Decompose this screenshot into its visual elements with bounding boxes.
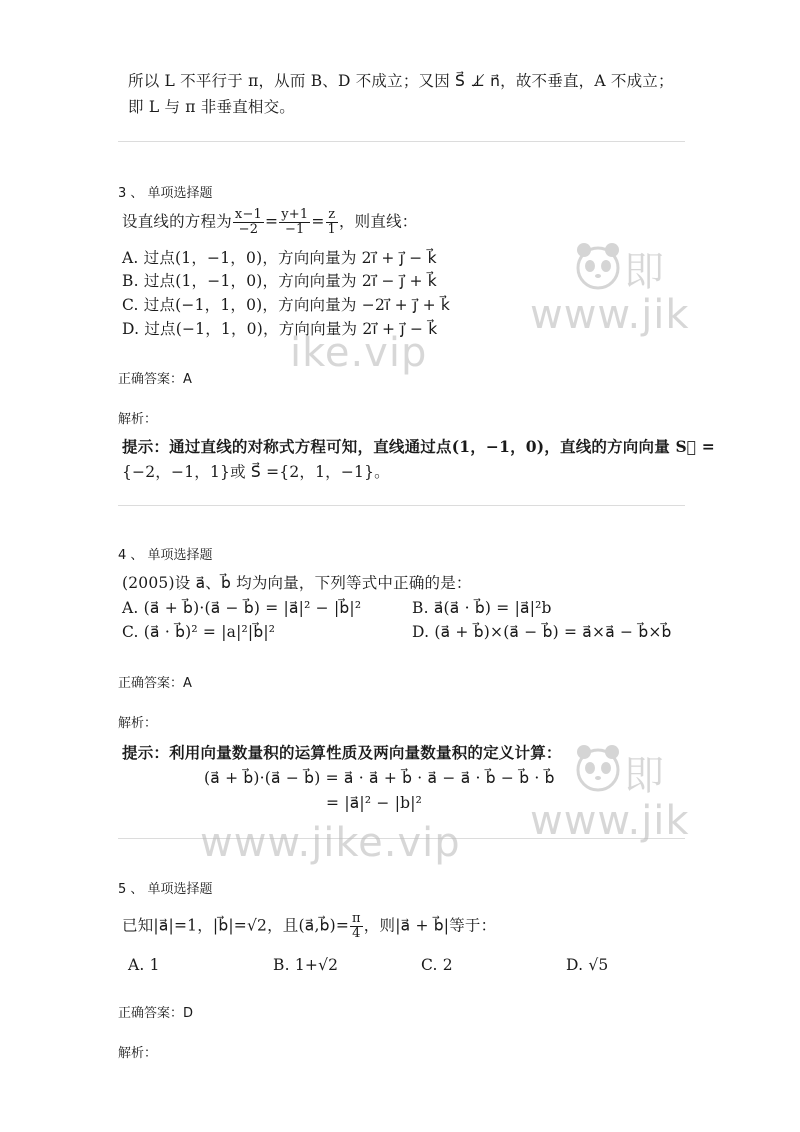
fraction-numerator: π (352, 911, 361, 926)
question-3-option-b: B. 过点(1，−1，0)，方向向量为 2i⃗ − j⃗ + k⃗ (122, 272, 437, 290)
question-4-answer (118, 672, 192, 691)
question-4-analysis-label: 解析： (118, 716, 158, 731)
question-4-option-d: D. (a⃗ + b⃗)×(a⃗ − b⃗) = a⃗×a⃗ − b⃗×b⃗ (412, 623, 672, 641)
question-5-option-d: D. √5 (566, 956, 609, 974)
watermark-url: www.jike.vip (200, 820, 461, 866)
intro-line-2: 即 L 与 π 非垂直相交。 (128, 98, 295, 116)
panda-logo-icon (572, 240, 624, 292)
watermark-url: www.jik (530, 292, 690, 338)
question-5-option-a: A. 1 (128, 956, 160, 974)
watermark-url: www.jik (530, 798, 690, 844)
question-3-option-a: A. 过点(1，−1，0)，方向向量为 2i⃗ + j⃗ − k⃗ (122, 249, 437, 267)
answer-value: D (183, 1006, 194, 1021)
equals-sign: = (311, 212, 325, 231)
question-3-option-c: C. 过点(−1，1，0)，方向向量为 −2i⃗ + j⃗ + k⃗ (122, 296, 451, 314)
question-5-header: 5 、 单项选择题 (118, 882, 213, 897)
fraction-x (233, 208, 264, 237)
question-3-hint-line-1: 提示：通过直线的对称式方程可知，直线通过点(1，−1，0)，直线的方向向量 S⃗ = (122, 437, 715, 456)
divider (118, 141, 685, 142)
watermark-brand: 即 (624, 249, 665, 295)
question-3-analysis-label: 解析： (118, 412, 158, 427)
fraction-denominator: −2 (238, 222, 259, 237)
fraction-denominator: 4 (352, 926, 361, 941)
question-5-analysis-label: 解析： (118, 1046, 158, 1061)
question-3-header: 3 、 单项选择题 (118, 186, 213, 201)
fraction-pi-over-4 (350, 912, 363, 941)
stem-prefix: 已知|a⃗|=1，|b⃗|=√2，且(a⃗,b⃗)= (122, 916, 350, 935)
answer-label: 正确答案： (118, 676, 184, 691)
question-3-option-d: D. 过点(−1，1，0)，方向向量为 2i⃗ + j⃗ − k⃗ (122, 320, 438, 338)
question-4-hint-line-1: 提示：利用向量数量积的运算性质及两向量数量积的定义计算： (122, 743, 562, 762)
fraction-y (279, 208, 310, 237)
stem-suffix: ，则直线： (338, 212, 418, 231)
question-4-header: 4 、 单项选择题 (118, 548, 213, 563)
question-3-stem (122, 208, 418, 237)
stem-prefix: 设直线的方程为 (122, 212, 232, 231)
question-4-option-c: C. (a⃗ · b⃗)² = |a|²|b⃗|² (122, 623, 276, 641)
answer-label: 正确答案： (118, 1006, 184, 1021)
question-5-answer (118, 1002, 193, 1021)
question-4-option-b: B. a⃗(a⃗ · b⃗) = |a⃗|²b (412, 599, 552, 617)
stem-suffix: ，则|a⃗ + b⃗|等于： (363, 916, 497, 935)
divider (118, 505, 685, 506)
question-5-stem (122, 912, 496, 941)
question-5-option-b: B. 1+√2 (273, 956, 339, 974)
watermark-brand: 即 (624, 753, 665, 799)
fraction-numerator: z (326, 208, 338, 223)
fraction-denominator: 1 (327, 222, 336, 237)
fraction-numerator: x−1 (234, 207, 263, 222)
equals-sign: = (265, 212, 279, 231)
answer-label: 正确答案： (118, 372, 184, 387)
question-4-hint-line-2: (a⃗ + b⃗)·(a⃗ − b⃗) = a⃗ · a⃗ + b⃗ · a⃗ − a⃗ · b⃗ − b⃗ · b⃗ (204, 769, 555, 787)
question-3-hint-line-2: {−2，−1，1}或 S⃗ ={2，1，−1}。 (122, 463, 390, 481)
answer-value: A (183, 676, 192, 691)
watermark-url: ike.vip (290, 330, 428, 376)
question-4-stem: (2005)设 a⃗、b⃗ 均为向量，下列等式中正确的是： (122, 574, 472, 592)
question-4-hint-line-3: = |a⃗|² − |b|² (326, 794, 423, 812)
fraction-z (326, 208, 338, 237)
fraction-numerator: y+1 (281, 207, 309, 222)
question-3-answer (118, 368, 192, 387)
fraction-denominator: −1 (284, 222, 305, 237)
intro-line-1: 所以 L 不平行于 π，从而 B、D 不成立；又因 S⃗ ⊥̸ n⃗，故不垂直，A 不成立； (128, 72, 674, 90)
answer-value: A (183, 372, 192, 387)
panda-logo-icon (572, 742, 624, 794)
question-5-option-c: C. 2 (421, 956, 453, 974)
question-4-option-a: A. (a⃗ + b⃗)·(a⃗ − b⃗) = |a⃗|² − |b⃗|² (122, 599, 362, 617)
